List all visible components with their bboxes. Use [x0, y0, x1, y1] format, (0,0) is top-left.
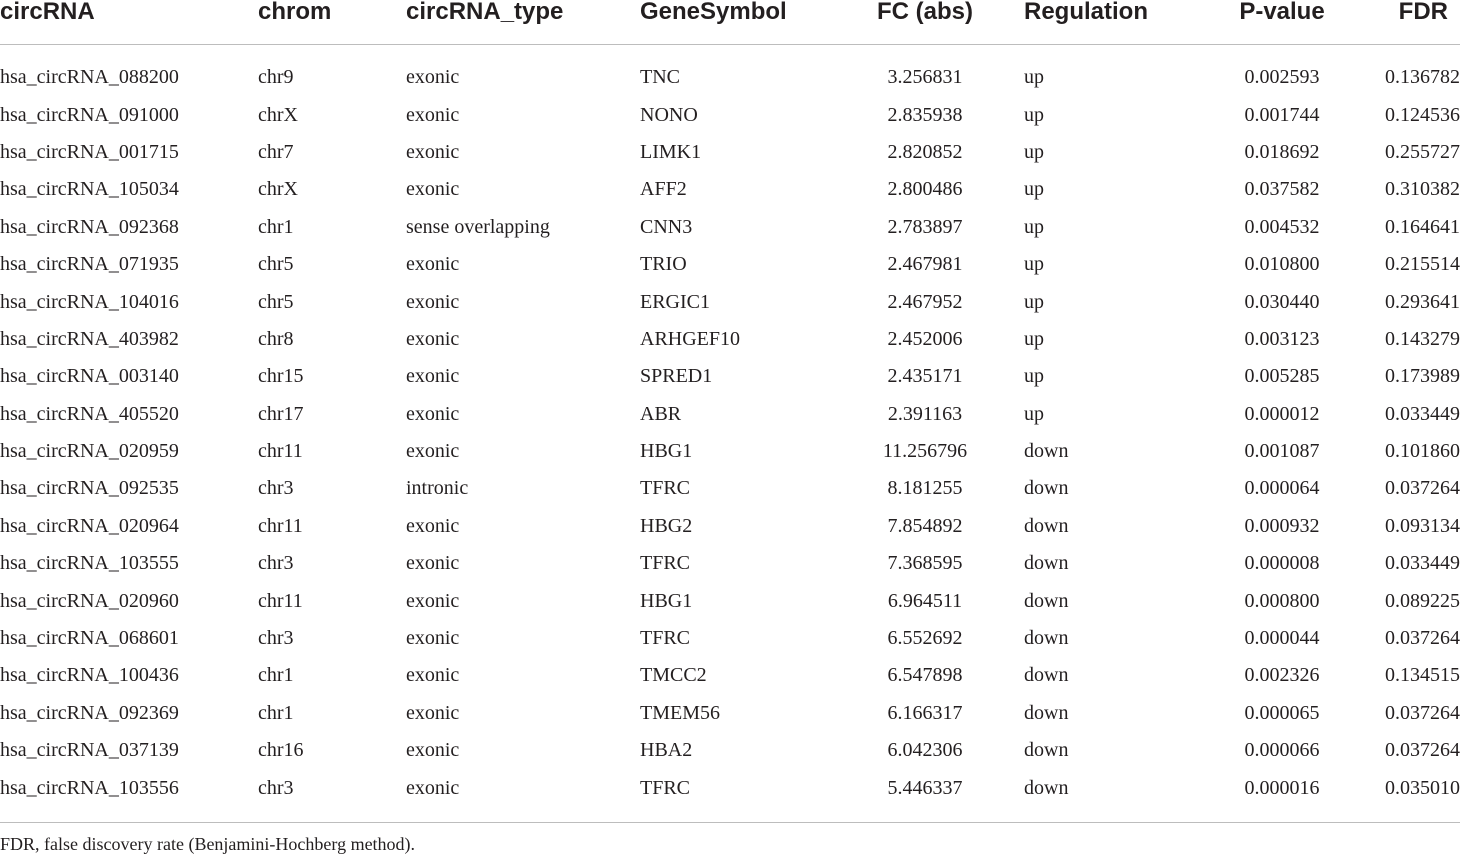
cell-fc-abs: 2.820852 [887, 140, 963, 163]
cell-circrna-type: exonic [406, 402, 460, 425]
cell-p-value: 0.000044 [1244, 627, 1320, 650]
cell-regulation: down [1024, 776, 1069, 799]
cell-fdr: 0.124536 [1385, 103, 1460, 126]
cell-fc-abs: 2.467981 [887, 253, 963, 276]
cell-circrna-type: exonic [406, 103, 460, 126]
column-header-fc-abs: FC (abs) [877, 0, 973, 25]
cell-circrna: hsa_circRNA_105034 [0, 178, 179, 201]
cell-fdr: 0.035010 [1385, 776, 1460, 799]
cell-regulation: up [1024, 253, 1044, 276]
cell-regulation: down [1024, 664, 1069, 687]
table-row [0, 769, 1460, 806]
cell-fc-abs: 6.964511 [887, 589, 963, 612]
cell-circrna-type: exonic [406, 66, 460, 89]
table-row [0, 433, 1460, 470]
table-row [0, 321, 1460, 358]
cell-circrna-type: exonic [406, 627, 460, 650]
cell-gene-symbol: TMCC2 [640, 664, 707, 687]
cell-circrna: hsa_circRNA_103556 [0, 776, 179, 799]
cell-fdr: 0.255727 [1385, 140, 1460, 163]
cell-circrna: hsa_circRNA_037139 [0, 739, 179, 762]
cell-p-value: 0.000800 [1244, 589, 1320, 612]
table-row [0, 96, 1460, 133]
cell-p-value: 0.004532 [1244, 215, 1320, 238]
cell-fc-abs: 6.166317 [887, 701, 963, 724]
cell-circrna: hsa_circRNA_020959 [0, 440, 179, 463]
cell-gene-symbol: ERGIC1 [640, 290, 710, 313]
cell-gene-symbol: TFRC [640, 477, 691, 500]
cell-regulation: up [1024, 402, 1044, 425]
cell-gene-symbol: CNN3 [640, 215, 693, 238]
table-row [0, 246, 1460, 283]
cell-gene-symbol: TMEM56 [640, 701, 720, 724]
cell-chrom: chr1 [258, 701, 294, 724]
cell-gene-symbol: LIMK1 [640, 140, 702, 163]
cell-regulation: down [1024, 627, 1069, 650]
cell-fc-abs: 7.368595 [887, 552, 963, 575]
cell-gene-symbol: TFRC [640, 552, 691, 575]
cell-gene-symbol: TNC [640, 66, 680, 89]
cell-circrna-type: exonic [406, 440, 460, 463]
cell-p-value: 0.000932 [1244, 514, 1320, 537]
cell-gene-symbol: HBG2 [640, 514, 693, 537]
cell-fdr: 0.089225 [1385, 589, 1460, 612]
cell-fc-abs: 8.181255 [887, 477, 963, 500]
cell-circrna-type: exonic [406, 327, 460, 350]
table-row [0, 620, 1460, 657]
cell-chrom: chrX [258, 178, 298, 201]
cell-fc-abs: 5.446337 [887, 776, 963, 799]
column-header-gene-symbol: GeneSymbol [640, 0, 787, 25]
cell-circrna-type: exonic [406, 140, 460, 163]
cell-regulation: down [1024, 589, 1069, 612]
cell-fc-abs: 2.800486 [887, 178, 963, 201]
cell-chrom: chr9 [258, 66, 294, 89]
cell-regulation: up [1024, 178, 1044, 201]
cell-chrom: chr15 [258, 365, 304, 388]
cell-p-value: 0.002593 [1244, 66, 1320, 89]
cell-fdr: 0.037264 [1385, 477, 1460, 500]
column-header-p-value: P-value [1239, 0, 1325, 25]
cell-fdr: 0.093134 [1385, 514, 1460, 537]
cell-fc-abs: 7.854892 [887, 514, 963, 537]
cell-circrna-type: intronic [406, 477, 469, 500]
cell-p-value: 0.000016 [1244, 776, 1320, 799]
cell-circrna-type: exonic [406, 776, 460, 799]
cell-gene-symbol: ARHGEF10 [640, 327, 741, 350]
cell-regulation: up [1024, 290, 1044, 313]
cell-fdr: 0.033449 [1385, 552, 1460, 575]
cell-circrna-type: exonic [406, 664, 460, 687]
cell-circrna: hsa_circRNA_103555 [0, 552, 179, 575]
cell-chrom: chr8 [258, 327, 294, 350]
cell-p-value: 0.000012 [1244, 402, 1320, 425]
cell-p-value: 0.037582 [1244, 178, 1320, 201]
cell-chrom: chr11 [258, 514, 303, 537]
cell-p-value: 0.003123 [1244, 327, 1320, 350]
cell-p-value: 0.018692 [1244, 140, 1320, 163]
cell-circrna: hsa_circRNA_092535 [0, 477, 179, 500]
table-row [0, 283, 1460, 320]
cell-p-value: 0.000008 [1244, 552, 1320, 575]
cell-fc-abs: 2.467952 [887, 290, 963, 313]
table-row [0, 695, 1460, 732]
cell-gene-symbol: HBG1 [640, 440, 693, 463]
cell-regulation: up [1024, 140, 1044, 163]
column-header-regulation: Regulation [1024, 0, 1148, 25]
cell-chrom: chr1 [258, 664, 294, 687]
table-row [0, 358, 1460, 395]
header-row [0, 0, 1460, 45]
cell-fdr: 0.293641 [1385, 290, 1460, 313]
cell-regulation: up [1024, 103, 1044, 126]
cell-regulation: down [1024, 739, 1069, 762]
cell-regulation: down [1024, 701, 1069, 724]
cell-circrna: hsa_circRNA_104016 [0, 290, 179, 313]
cell-circrna-type: exonic [406, 701, 460, 724]
cell-circrna: hsa_circRNA_071935 [0, 253, 179, 276]
cell-regulation: up [1024, 365, 1044, 388]
cell-fc-abs: 11.256796 [882, 440, 968, 463]
cell-fdr: 0.037264 [1385, 701, 1460, 724]
cell-circrna: hsa_circRNA_020960 [0, 589, 179, 612]
cell-circrna-type: exonic [406, 739, 460, 762]
cell-fc-abs: 6.042306 [887, 739, 963, 762]
cell-regulation: up [1024, 327, 1044, 350]
cell-chrom: chr3 [258, 627, 294, 650]
table-row [0, 582, 1460, 619]
cell-p-value: 0.001087 [1244, 440, 1320, 463]
cell-circrna: hsa_circRNA_100436 [0, 664, 179, 687]
cell-gene-symbol: SPRED1 [640, 365, 713, 388]
cell-chrom: chr3 [258, 552, 294, 575]
cell-chrom: chr3 [258, 477, 294, 500]
column-header-circrna: circRNA [0, 0, 95, 25]
table-row [0, 209, 1460, 246]
cell-circrna: hsa_circRNA_001715 [0, 140, 179, 163]
table-row [0, 171, 1460, 208]
cell-p-value: 0.005285 [1244, 365, 1320, 388]
cell-fdr: 0.101860 [1385, 440, 1460, 463]
cell-fc-abs: 2.452006 [887, 327, 963, 350]
cell-circrna: hsa_circRNA_092369 [0, 701, 179, 724]
cell-regulation: up [1024, 66, 1044, 89]
table-row [0, 657, 1460, 694]
cell-circrna-type: exonic [406, 290, 460, 313]
cell-fc-abs: 2.835938 [887, 103, 963, 126]
table-row [0, 470, 1460, 507]
cell-fdr: 0.037264 [1385, 739, 1460, 762]
cell-circrna-type: exonic [406, 514, 460, 537]
cell-p-value: 0.000065 [1244, 701, 1320, 724]
cell-circrna-type: exonic [406, 365, 460, 388]
cell-circrna: hsa_circRNA_091000 [0, 103, 179, 126]
cell-fdr: 0.164641 [1385, 215, 1460, 238]
cell-chrom: chr3 [258, 776, 294, 799]
cell-circrna-type: exonic [406, 552, 460, 575]
cell-fdr: 0.033449 [1385, 402, 1460, 425]
cell-chrom: chr5 [258, 290, 294, 313]
cell-circrna: hsa_circRNA_088200 [0, 66, 179, 89]
cell-fc-abs: 2.391163 [887, 402, 963, 425]
cell-chrom: chrX [258, 103, 298, 126]
cell-circrna: hsa_circRNA_020964 [0, 514, 179, 537]
column-header-fdr: FDR [1398, 0, 1448, 25]
cell-chrom: chr11 [258, 440, 303, 463]
cell-gene-symbol: TRIO [640, 253, 687, 276]
cell-fdr: 0.134515 [1385, 664, 1460, 687]
cell-p-value: 0.002326 [1244, 664, 1320, 687]
table-bottom-rule [0, 822, 1460, 823]
cell-regulation: down [1024, 514, 1069, 537]
table-row [0, 508, 1460, 545]
cell-chrom: chr1 [258, 215, 294, 238]
cell-fdr: 0.215514 [1385, 253, 1460, 276]
cell-gene-symbol: ABR [640, 402, 682, 425]
table-body [0, 45, 1460, 807]
table-row [0, 45, 1460, 97]
table-row [0, 134, 1460, 171]
table-header [0, 0, 1460, 45]
cell-fc-abs: 6.552692 [887, 627, 963, 650]
cell-chrom: chr17 [258, 402, 304, 425]
column-header-chrom: chrom [258, 0, 332, 25]
column-header-circrna-type: circRNA_type [406, 0, 564, 25]
cell-circrna: hsa_circRNA_092368 [0, 215, 179, 238]
table-row [0, 396, 1460, 433]
cell-regulation: down [1024, 552, 1069, 575]
cell-circrna: hsa_circRNA_068601 [0, 627, 179, 650]
cell-p-value: 0.000066 [1244, 739, 1320, 762]
cell-fc-abs: 2.435171 [887, 365, 963, 388]
cell-fdr: 0.037264 [1385, 627, 1460, 650]
cell-chrom: chr11 [258, 589, 303, 612]
table-footnote: FDR, false discovery rate (Benjamini-Hochberg method). [0, 834, 416, 854]
cell-circrna-type: exonic [406, 178, 460, 201]
table-row [0, 545, 1460, 582]
cell-p-value: 0.030440 [1244, 290, 1320, 313]
cell-circrna: hsa_circRNA_003140 [0, 365, 179, 388]
cell-fc-abs: 3.256831 [887, 66, 963, 89]
cell-gene-symbol: TFRC [640, 776, 691, 799]
cell-gene-symbol: HBA2 [640, 739, 693, 762]
cell-chrom: chr5 [258, 253, 294, 276]
cell-p-value: 0.000064 [1244, 477, 1320, 500]
cell-fc-abs: 6.547898 [887, 664, 963, 687]
table-row [0, 732, 1460, 769]
cell-p-value: 0.010800 [1244, 253, 1320, 276]
cell-gene-symbol: HBG1 [640, 589, 693, 612]
cell-circrna: hsa_circRNA_403982 [0, 327, 179, 350]
cell-circrna-type: exonic [406, 589, 460, 612]
cell-fdr: 0.310382 [1385, 178, 1460, 201]
cell-regulation: up [1024, 215, 1044, 238]
cell-gene-symbol: AFF2 [640, 178, 687, 201]
cell-fdr: 0.173989 [1385, 365, 1460, 388]
cell-fdr: 0.143279 [1385, 327, 1460, 350]
cell-chrom: chr16 [258, 739, 304, 762]
cell-regulation: down [1024, 477, 1069, 500]
cell-regulation: down [1024, 440, 1069, 463]
cell-fdr: 0.136782 [1385, 66, 1460, 89]
cell-gene-symbol: TFRC [640, 627, 691, 650]
cell-gene-symbol: NONO [640, 103, 698, 126]
cell-fc-abs: 2.783897 [887, 215, 963, 238]
cell-circrna-type: exonic [406, 253, 460, 276]
cell-circrna: hsa_circRNA_405520 [0, 402, 179, 425]
cell-chrom: chr7 [258, 140, 294, 163]
cell-circrna-type: sense overlapping [406, 215, 550, 238]
cell-p-value: 0.001744 [1244, 103, 1320, 126]
